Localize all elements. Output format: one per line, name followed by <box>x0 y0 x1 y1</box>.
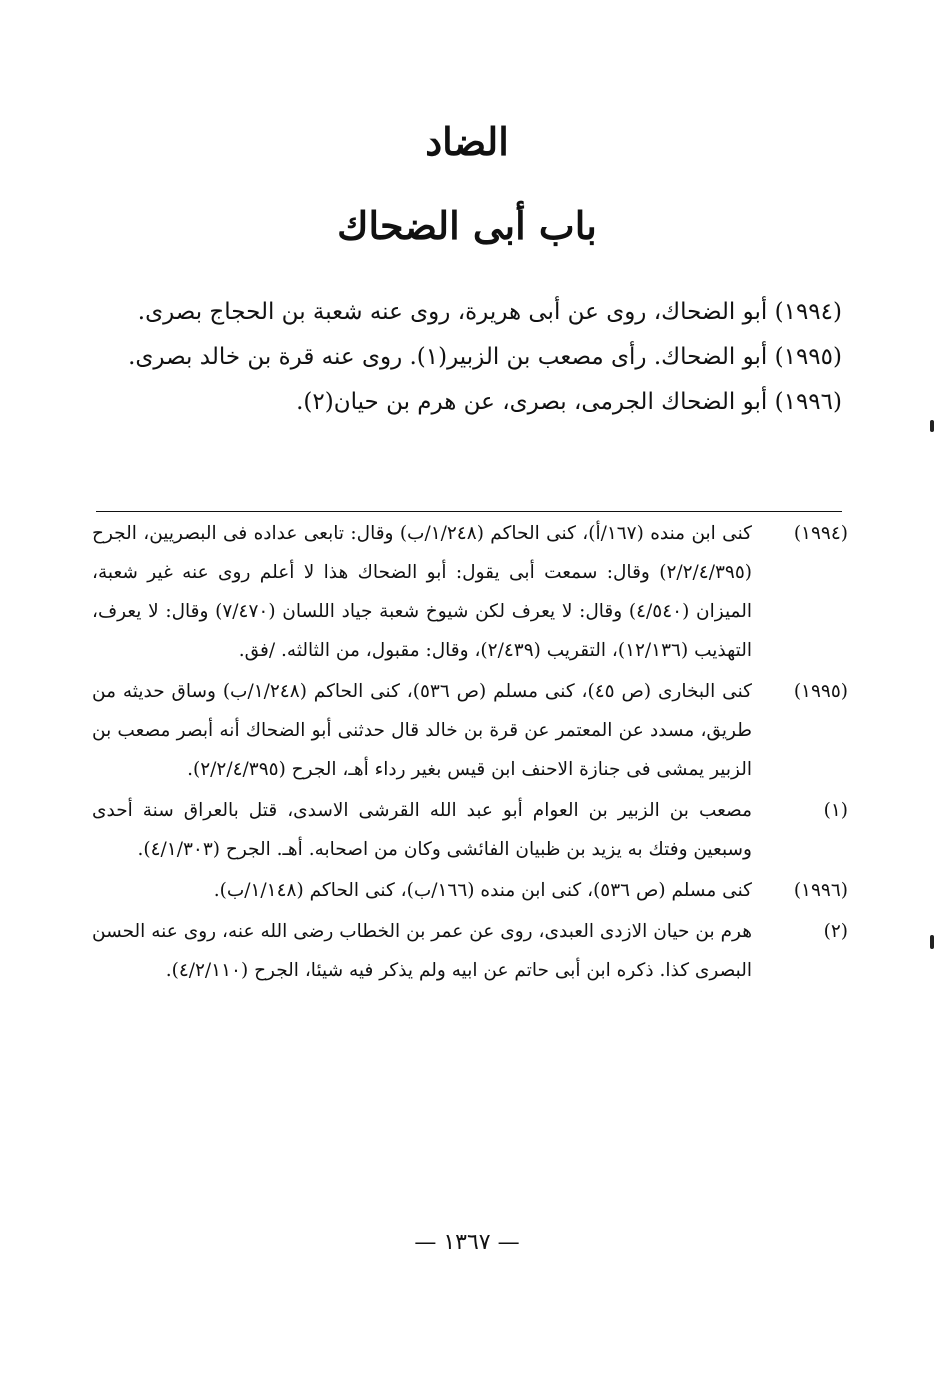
footnote-label: (١٩٩٦) <box>793 880 848 901</box>
footnote-divider <box>96 511 842 512</box>
entry-1995 <box>92 337 842 378</box>
entry-1996 <box>92 382 842 423</box>
entry-1994 <box>92 292 842 333</box>
entry-number: (١٩٩٦) <box>774 389 842 415</box>
footnote-text: كنى مسلم (ص ٥٣٦)، كنى ابن منده (١٦٦/ب)، كنى الحاكم (١/١٤٨/ب). <box>213 880 752 901</box>
footnote-label: (١٩٩٤) <box>793 523 848 544</box>
footnote-1996 <box>92 871 848 910</box>
footnote-1994 <box>92 514 848 670</box>
entry-number: (١٩٩٥) <box>774 344 842 370</box>
footnote-2 <box>92 912 848 990</box>
page-number: — ١٣٦٧ — <box>414 1230 520 1255</box>
entry-text: أبو الضحاك، روى عن أبى هريرة، روى عنه شعبة بن الحجاج بصرى. <box>137 299 768 325</box>
footnote-text: هرم بن حيان الازدى العبدى، روى عن عمر بن الخطاب رضى الله عنه، روى عنه الحسن البصرى كذا. ذكره ابن أبى حاتم عن ابيه ولم يذكر فيه شيئا، الجرح (٤/٢/١١٠). <box>92 921 752 981</box>
entry-text: أبو الضحاك. رأى مصعب بن الزبير(١). روى عنه قرة بن خالد بصرى. <box>128 344 768 370</box>
footnote-label: (١) <box>823 800 848 821</box>
entry-text: أبو الضحاك الجرمى، بصرى، عن هرم بن حيان(٢). <box>296 389 768 415</box>
chapter-heading: باب أبى الضحاك <box>337 203 597 248</box>
scan-edge-mark <box>930 935 934 949</box>
letter-heading: الضاد <box>425 119 509 164</box>
scan-edge-mark <box>930 420 934 432</box>
footnote-text: كنى ابن منده (١٦٧/أ)، كنى الحاكم (١/٢٤٨/ب) وقال: تابعى عداده فى البصريين، الجرح (٢/٢/٤/٣٩٥) وقال: سمعت أبى يقول: أبو الضحاك هذا لا أعلم روى عنه غير شعبة، الميزان (٤/٥٤٠) وقال: لا يعرف لكن شيوخ شعبة جياد اللسان (٧/٤٧٠) وقال: لا يعرف، التهذيب (١٢/١٣٦)، التقريب (٢/٤٣٩)، وقال: مقبول، من الثالثه. /فق. <box>92 523 752 661</box>
footnote-1995 <box>92 672 848 789</box>
footnote-label: (١٩٩٥) <box>793 681 848 702</box>
footnotes <box>92 514 848 992</box>
footnote-text: كنى البخارى (ص ٤٥)، كنى مسلم (ص ٥٣٦)، كنى الحاكم (١/٢٤٨/ب) وساق حديثه من طريق، مسدد عن المعتمر عن قرة بن خالد قال حدثنى أبو الضحاك أنه أبصر مصعب بن الزبير يمشى فى جنازة الاحنف ابن قيس بغير رداء أهـ، الجرح (٢/٢/٤/٣٩٥). <box>92 681 752 780</box>
main-entries <box>92 292 842 427</box>
entry-number: (١٩٩٤) <box>774 299 842 325</box>
footnote-1 <box>92 791 848 869</box>
footnote-label: (٢) <box>823 921 848 942</box>
footnote-text: مصعب بن الزبير بن العوام أبو عبد الله القرشى الاسدى، قتل بالعراق سنة أحدى وسبعين وفتك به يزيد بن ظبيان الفائشى وكان من اصحابه. أهـ. الجرح (٤/١/٣٠٣). <box>92 800 752 860</box>
